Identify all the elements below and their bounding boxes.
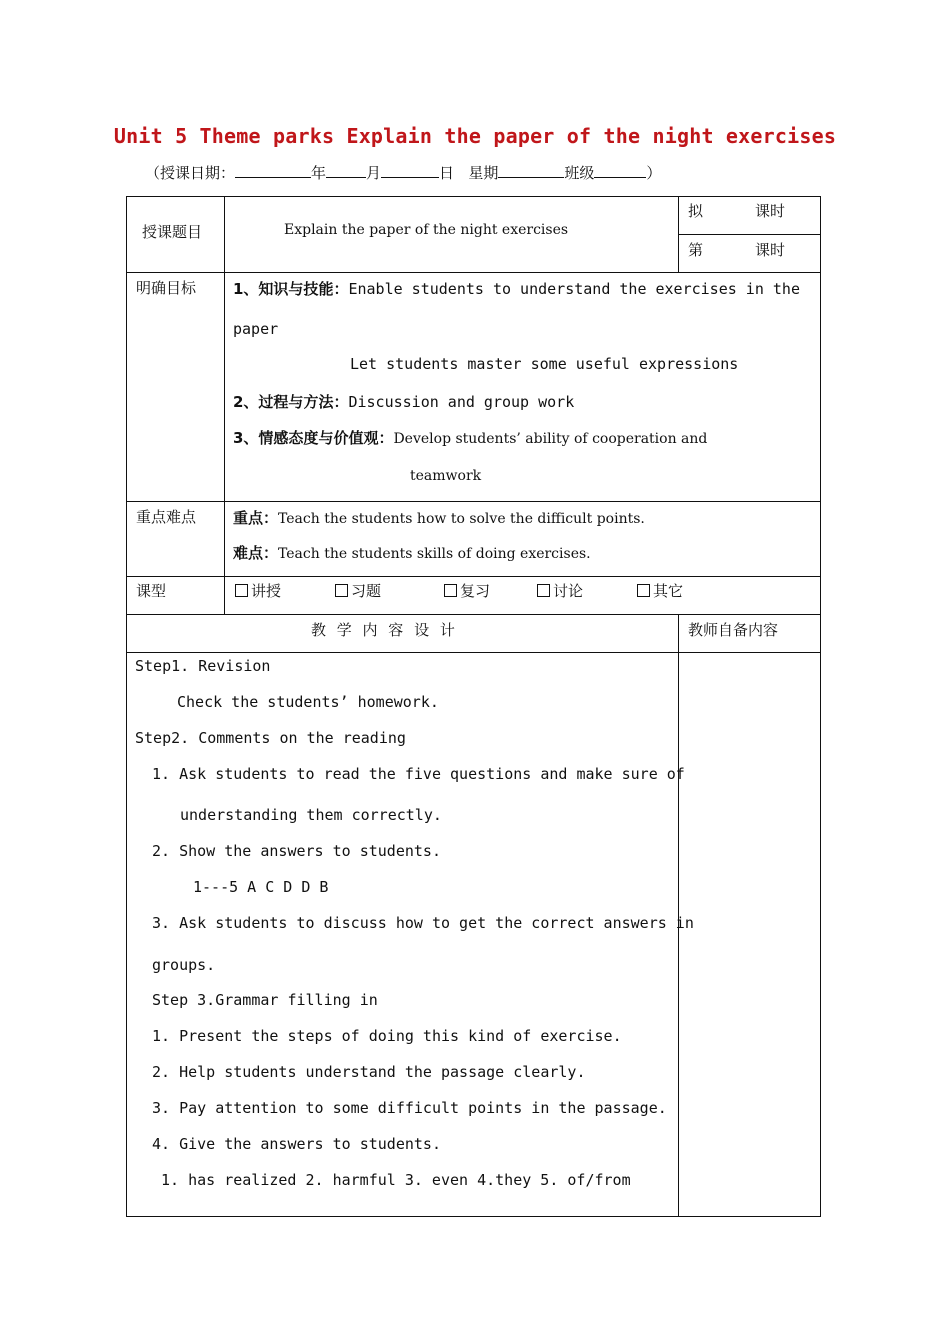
type-option-label: 讲授 [251, 582, 282, 600]
year-label: 年 [311, 164, 327, 182]
date-blank [235, 163, 311, 178]
step-2-title: Step2. Comments on the reading [135, 729, 406, 747]
class-label: 班级 [564, 164, 595, 182]
col-divider [224, 196, 225, 614]
row-divider [126, 576, 821, 577]
date-line [145, 162, 661, 183]
key-prefix: 重点： [233, 509, 279, 527]
type-option-discussion[interactable] [537, 580, 583, 601]
difficult-prefix: 难点： [233, 544, 279, 562]
date-open: （授课日期： [145, 164, 236, 182]
week-blank [498, 163, 564, 178]
checkbox-icon [235, 584, 248, 597]
page-title: Unit 5 Theme parks Explain the paper of the night exercises [113, 124, 837, 148]
di-label: 第 [688, 241, 704, 259]
topic-label: 授课题目 [142, 223, 203, 241]
goal-3-continued: teamwork [410, 468, 482, 484]
step-3-answers: 1. has realized 2. harmful 3. even 4.they 5. of/from [161, 1171, 631, 1189]
type-option-lecture[interactable] [235, 580, 281, 601]
type-option-exercise[interactable] [335, 580, 381, 601]
goal-1-line-2: Let students master some useful expressions [350, 355, 739, 373]
step-3-item-1: 1. Present the steps of doing this kind of exercise. [152, 1027, 622, 1045]
goal-2 [233, 391, 574, 412]
goal-3-prefix: 3、情感态度与价值观： [233, 429, 394, 447]
class-blank [594, 163, 646, 178]
step-2-item-3-continued: groups. [152, 956, 216, 974]
step-2-item-1-continued: understanding them correctly. [180, 806, 442, 824]
date-close: ） [646, 164, 662, 182]
type-label: 课型 [136, 582, 167, 600]
step-1-title: Step1. Revision [135, 657, 271, 675]
goal-2-prefix: 2、过程与方法： [233, 393, 349, 411]
year-blank [326, 163, 366, 178]
difficult-point [233, 542, 591, 563]
type-option-label: 习题 [351, 582, 382, 600]
step-2-item-3: 3. Ask students to discuss how to get the correct answers in [152, 914, 694, 932]
step-1-item: Check the students’ homework. [177, 693, 439, 711]
type-option-label: 复习 [460, 582, 491, 600]
type-option-label: 其它 [653, 582, 684, 600]
checkbox-icon [335, 584, 348, 597]
goal-2-text: Discussion and group work [348, 393, 575, 411]
goal-1 [233, 278, 800, 299]
step-2-answers: 1---5 A C D D B [193, 878, 329, 896]
month-label: 月 [366, 164, 382, 182]
row-divider [126, 652, 821, 653]
type-option-other[interactable] [637, 580, 683, 601]
key-text: Teach the students how to solve the difficult points. [278, 511, 645, 527]
goals-label: 明确目标 [136, 279, 197, 297]
goal-1-text: Enable students to understand the exercises in the [348, 280, 800, 298]
topic-value: Explain the paper of the night exercises [284, 222, 569, 238]
month-blank [381, 163, 439, 178]
type-option-label: 讨论 [553, 582, 584, 600]
difficult-text: Teach the students skills of doing exercises. [278, 546, 591, 562]
step-3-item-4: 4. Give the answers to students. [152, 1135, 441, 1153]
checkbox-icon [637, 584, 650, 597]
step-3-title: Step 3.Grammar filling in [152, 991, 378, 1009]
goal-3-text: Develop students’ ability of cooperation and [393, 431, 708, 447]
checkbox-icon [444, 584, 457, 597]
goal-3 [233, 427, 707, 448]
week-label: 星期 [468, 164, 499, 182]
keshi-label: 课时 [755, 202, 786, 220]
day-label: 日 [439, 164, 455, 182]
row-divider [126, 614, 821, 615]
key-point [233, 507, 645, 528]
step-3-item-2: 2. Help students understand the passage clearly. [152, 1063, 586, 1081]
row-divider [126, 501, 821, 502]
goal-1-continued: paper [233, 320, 279, 338]
teacher-header: 教师自备内容 [688, 621, 779, 639]
ni-label: 拟 [688, 202, 704, 220]
design-header: 教 学 内 容 设 计 [311, 621, 455, 639]
row-divider [678, 234, 821, 235]
step-2-item-2: 2. Show the answers to students. [152, 842, 441, 860]
checkbox-icon [537, 584, 550, 597]
key-label: 重点难点 [136, 508, 197, 526]
keshi-label: 课时 [755, 241, 786, 259]
step-2-item-1: 1. Ask students to read the five questions and make sure of [152, 765, 685, 783]
step-3-item-3: 3. Pay attention to some difficult points in the passage. [152, 1099, 667, 1117]
type-option-review[interactable] [444, 580, 490, 601]
goal-1-prefix: 1、知识与技能： [233, 280, 349, 298]
row-divider [126, 272, 821, 273]
col-divider [678, 196, 679, 273]
